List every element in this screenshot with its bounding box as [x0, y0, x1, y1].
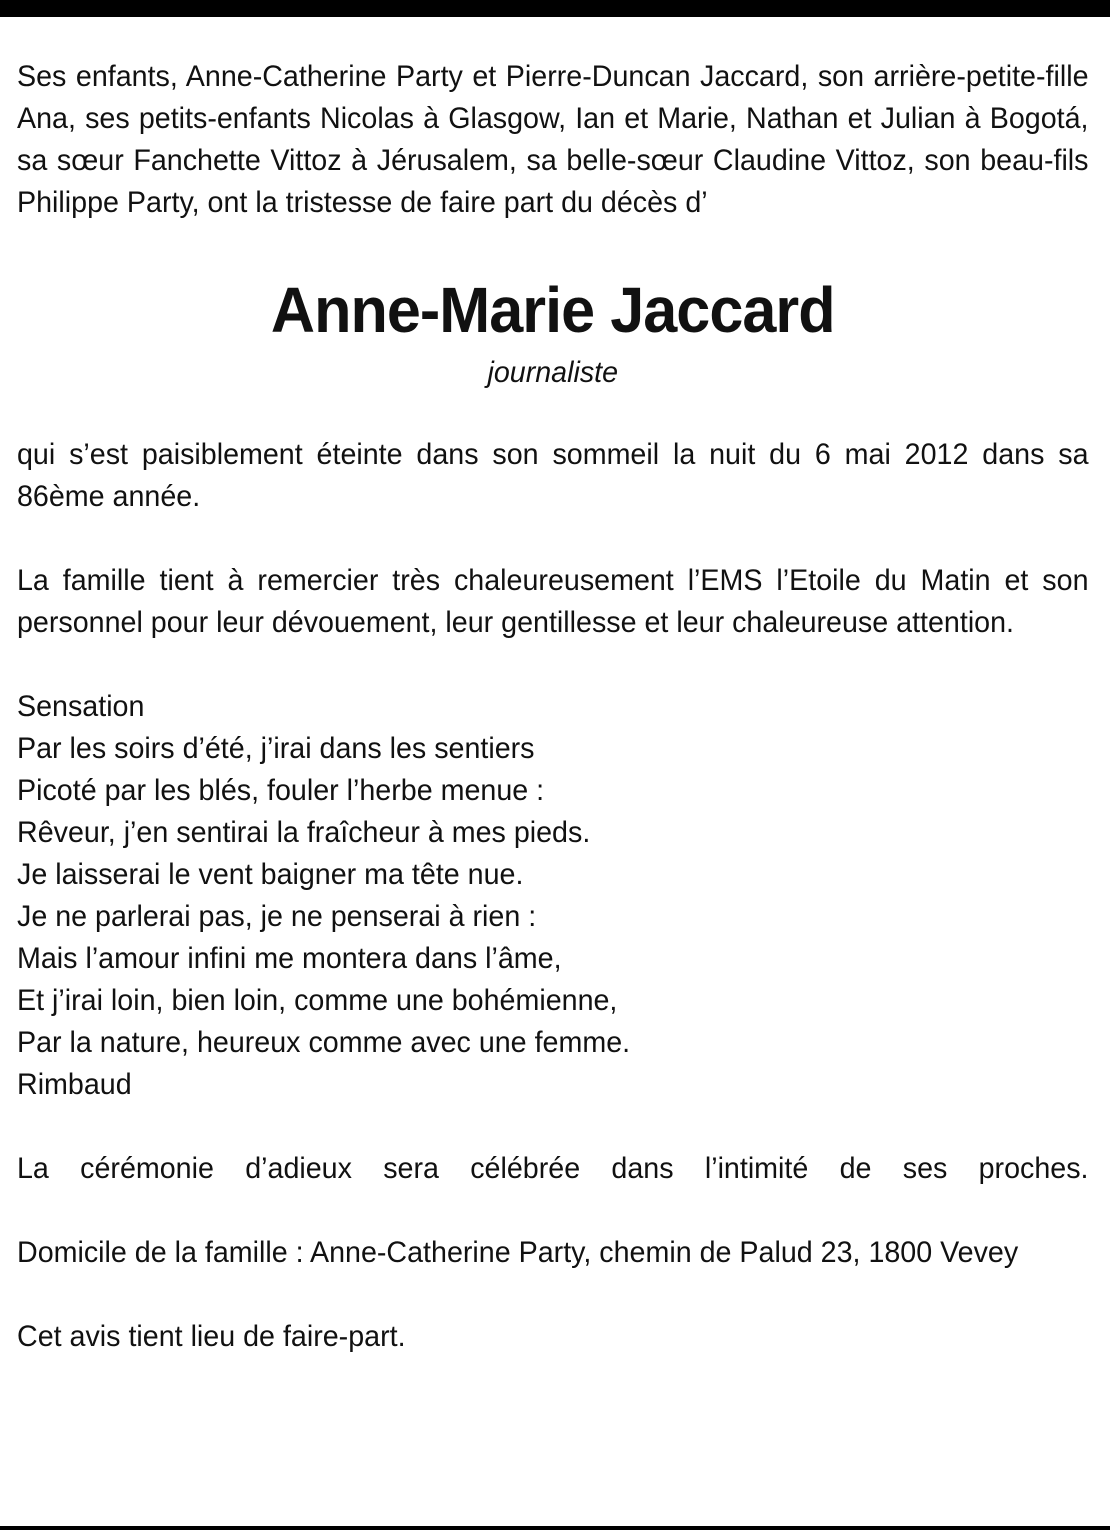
obituary-notice	[17, 56, 1089, 1388]
poem-line: Picoté par les blés, fouler l’herbe menue :	[17, 774, 545, 807]
poem-line: Je laisserai le vent baigner ma tête nue.	[17, 858, 524, 891]
bottom-border-rule	[0, 1526, 1110, 1530]
top-border-rule	[0, 0, 1110, 17]
passing-paragraph: qui s’est paisiblement éteinte dans son sommeil la nuit du 6 mai 2012 dans sa 86ème année.	[17, 438, 1089, 513]
ceremony-paragraph: La cérémonie d’adieux sera célébrée dans l’intimité de ses proches.	[17, 1152, 1089, 1185]
poem-line: Je ne parlerai pas, je ne penserai à rien :	[17, 900, 537, 933]
poem-author: Rimbaud	[17, 1068, 132, 1101]
poem-line: Rêveur, j’en sentirai la fraîcheur à mes pieds.	[17, 816, 591, 849]
thanks-paragraph: La famille tient à remercier très chaleureusement l’EMS l’Etoile du Matin et son personnel pour leur dévouement, leur gentillesse et leur chaleureuse attention.	[17, 564, 1089, 639]
poem-title: Sensation	[17, 690, 145, 723]
announcement-paragraph: Ses enfants, Anne-Catherine Party et Pierre-Duncan Jaccard, son arrière-petite-fille Ana, ses petits-enfants Nicolas à Glasgow, Ian et Marie, Nathan et Julian à Bogotá, sa sœur Fanchette Vittoz à Jérusalem, sa belle-sœur Claudine Vittoz, son beau-fils Philippe Party, ont la tristesse de faire part du décès d’	[17, 60, 1089, 219]
poem-line: Mais l’amour infini me montera dans l’âme,	[17, 942, 562, 975]
deceased-name: Anne-Marie Jaccard	[270, 274, 835, 346]
domicile-paragraph: Domicile de la famille : Anne-Catherine Party, chemin de Palud 23, 1800 Vevey	[17, 1236, 1019, 1269]
profession-line: journaliste	[487, 356, 619, 389]
closing-line: Cet avis tient lieu de faire-part.	[17, 1320, 406, 1353]
poem-line: Et j’irai loin, bien loin, comme une bohémienne,	[17, 984, 618, 1017]
poem-block	[17, 686, 1089, 1106]
poem-line: Par la nature, heureux comme avec une femme.	[17, 1026, 631, 1059]
poem-line: Par les soirs d’été, j’irai dans les sentiers	[17, 732, 535, 765]
